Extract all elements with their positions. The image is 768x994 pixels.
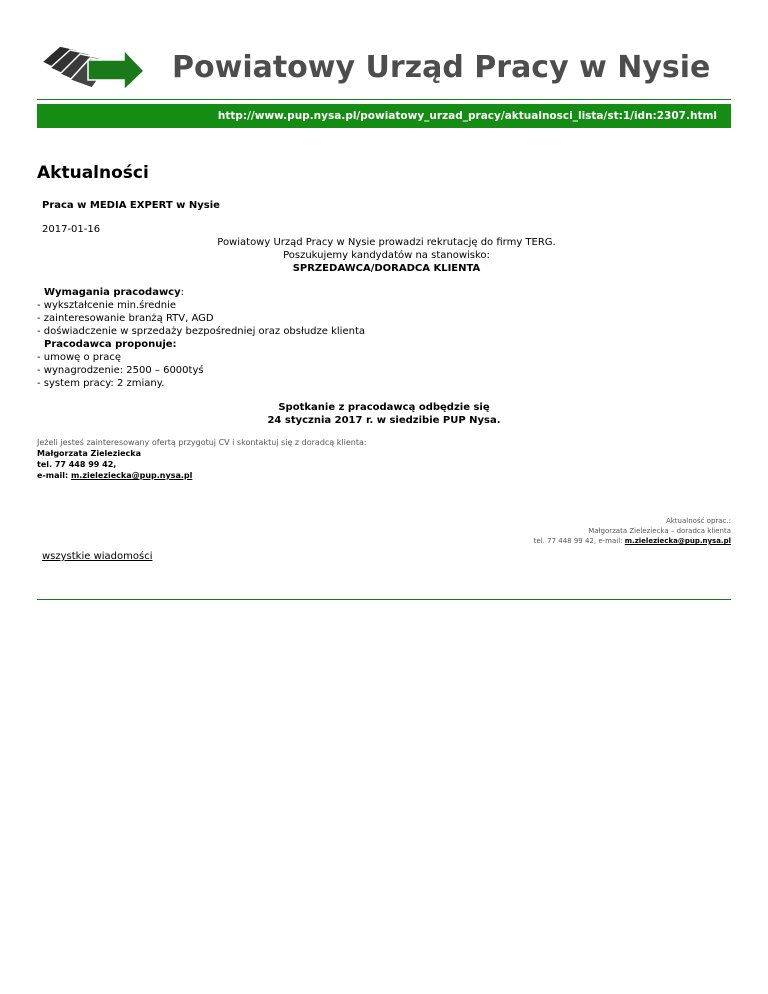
offer-item: - wynagrodzenie: 2500 – 6000tyś [37,365,204,376]
offers-heading: Pracodawca proponuje: [44,339,177,350]
folders-arrow-logo-icon[interactable] [40,42,146,92]
all-news-link[interactable]: wszystkie wiadomości [42,551,153,562]
intro-line-1: Powiatowy Urząd Pracy w Nysie prowadzi rekrutację do firmy TERG. [217,237,556,248]
requirement-item: - zainteresowanie branżą RTV, AGD [37,313,214,324]
article-title: Praca w MEDIA EXPERT w Nysie [42,200,220,211]
site-title: Powiatowy Urząd Pracy w Nysie [172,50,711,85]
contact-intro: Jeżeli jesteś zainteresowany ofertą przygotuj CV i skontaktuj się z doradcą klienta: [37,438,367,447]
author-note-line-2: Małgorzata Zieleziecka – doradca klienta [588,527,731,535]
offer-item: - umowę o pracę [37,352,122,363]
article-date: 2017-01-16 [42,224,101,235]
contact-email-link[interactable]: m.zieleziecka@pup.nysa.pl [70,471,193,480]
contact-info [37,437,367,481]
offer-item: - system pracy: 2 zmiany. [37,378,165,389]
requirement-item: - doświadczenie w sprzedaży bezpośredniej oraz obsłudze klienta [37,326,365,337]
url-bar[interactable]: http://www.pup.nysa.pl/powiatowy_urzad_pracy/aktualnosci_lista/st:1/idn:2307.html [37,104,731,128]
article-intro [42,236,731,275]
author-note [534,516,731,546]
meeting-line-2: 24 stycznia 2017 r. w siedzibie PUP Nysa. [267,415,501,426]
requirement-item: - wykształcenie min.średnie [37,300,177,311]
intro-line-2: Poszukujemy kandydatów na stanowisko: [283,250,490,261]
contact-phone: tel. 77 448 99 42, [37,460,117,469]
contact-name: Małgorzata Zieleziecka [37,449,141,458]
requirements-heading: Wymagania pracodawcy [44,287,181,298]
requirements-section [37,286,365,390]
author-note-line-1: Aktualność oprac.: [665,517,731,525]
author-note-line-3: tel. 77 448 99 42, e-mail: [533,537,625,545]
contact-email-label: e-mail: [37,471,71,480]
job-position: SPRZEDAWCA/DORADCA KLIENTA [292,263,481,274]
header-divider [37,99,731,100]
meeting-line-1: Spotkanie z pracodawcą odbędzie się [278,402,490,413]
page-title: Aktualności [37,163,149,183]
requirements-colon: : [180,287,185,298]
author-email-link[interactable]: m.zieleziecka@pup.nysa.pl [624,537,731,545]
footer-divider [37,599,731,600]
meeting-info [37,401,731,427]
